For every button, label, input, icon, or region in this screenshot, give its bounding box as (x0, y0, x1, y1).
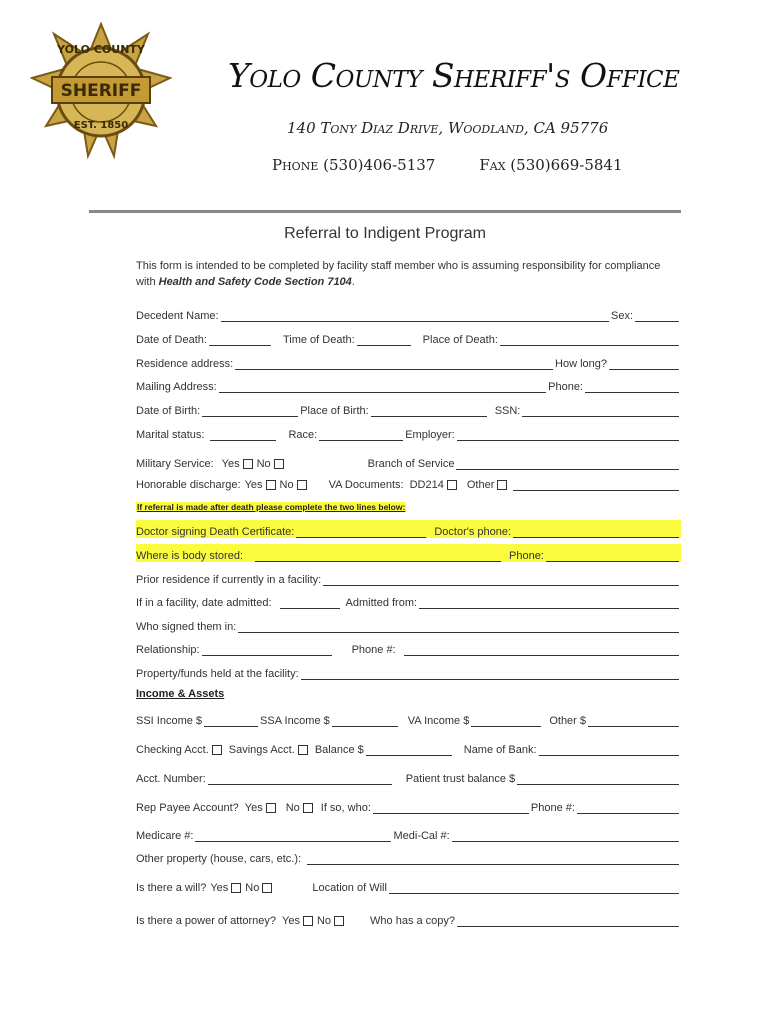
field-label: No (316, 915, 332, 927)
honorable-no-checkbox[interactable] (297, 480, 307, 490)
row-who-signed (136, 615, 681, 633)
field-label: Yes (282, 915, 300, 927)
badge-bottom-text: EST. 1850 (73, 120, 129, 131)
field-label: Decedent Name: (136, 310, 219, 322)
medical-field[interactable] (452, 829, 679, 842)
office-title: Yolo County Sheriff's Office (228, 56, 680, 95)
field-label: Place of Death: (422, 334, 498, 346)
field-label: Rep Payee Account? (136, 802, 239, 814)
acct-number-field[interactable] (208, 772, 392, 785)
row-marital (136, 423, 681, 441)
field-label: No (285, 802, 300, 814)
row-accounts (136, 738, 681, 756)
field-label: Date of Birth: (136, 405, 201, 417)
date-of-death-field[interactable] (209, 333, 271, 346)
row-will (136, 876, 681, 894)
field-label: Date of Death: (136, 334, 207, 346)
row-prior-residence (136, 568, 681, 586)
field-label: Relationship: (136, 644, 200, 656)
poa-no-checkbox[interactable] (334, 916, 344, 926)
phone-field[interactable] (585, 380, 679, 393)
relationship-field[interactable] (202, 643, 332, 656)
row-rep-payee (136, 796, 681, 814)
decedent-name-field[interactable] (221, 309, 609, 322)
ssi-income-field[interactable] (204, 714, 258, 727)
field-label: Yes (210, 882, 229, 894)
field-label: Balance $ (314, 744, 364, 756)
field-label: Doctor signing Death Certificate: (136, 526, 295, 538)
field-label: Medicare #: (136, 830, 194, 842)
office-address: 140 Tony Diaz Drive, Woodland, CA 95776 (287, 119, 609, 137)
row-military (136, 452, 681, 470)
contact-line (272, 156, 623, 174)
field-label: How long? (555, 358, 607, 370)
row-mailing (136, 375, 681, 393)
field-label: Phone: (548, 381, 583, 393)
sheriff-badge-logo (30, 22, 172, 160)
patient-trust-field[interactable] (517, 772, 679, 785)
row-birth (136, 399, 681, 417)
row-residence (136, 352, 681, 370)
field-label: Branch of Service (367, 458, 455, 470)
field-label: SSA Income $ (260, 715, 330, 727)
field-label: If in a facility, date admitted: (136, 597, 272, 609)
field-label: Savings Acct. (228, 744, 295, 756)
residence-address-field[interactable] (235, 357, 553, 370)
savings-checkbox[interactable] (298, 745, 308, 755)
row-poa (136, 909, 681, 927)
doctor-field[interactable] (296, 525, 426, 538)
row-honorable (136, 473, 681, 491)
marital-status-field[interactable] (210, 428, 276, 441)
field-label: SSN: (494, 405, 521, 417)
row-other-property (136, 847, 681, 865)
doctor-phone-field[interactable] (513, 525, 679, 538)
admitted-from-field[interactable] (419, 596, 679, 609)
dd214-checkbox[interactable] (447, 480, 457, 490)
va-other-checkbox[interactable] (497, 480, 507, 490)
field-label: Residence address: (136, 358, 234, 370)
sex-field[interactable] (635, 309, 679, 322)
other-property-field[interactable] (307, 852, 679, 865)
field-label: Race: (288, 429, 318, 441)
poa-yes-checkbox[interactable] (303, 916, 313, 926)
field-label: Other property (house, cars, etc.): (136, 853, 302, 865)
mailing-address-field[interactable] (219, 380, 546, 393)
prior-residence-field[interactable] (323, 573, 679, 586)
ssn-field[interactable] (522, 404, 679, 417)
field-label: Honorable discharge: (136, 479, 241, 491)
form-intro: This form is intended to be completed by facility staff member who is assuming responsibility for compliance with Health and Safety Code Section 7104. (136, 260, 661, 288)
row-income (136, 709, 681, 727)
field-label: Who signed them in: (136, 621, 237, 633)
rep-payee-yes-checkbox[interactable] (266, 803, 276, 813)
row-doctor (136, 520, 681, 538)
field-label: Yes (244, 802, 263, 814)
badge-top-text: YOLO COUNTY (57, 43, 145, 56)
field-label: Time of Death: (282, 334, 355, 346)
field-label: Other $ (549, 715, 587, 727)
field-label: Prior residence if currently in a facility: (136, 574, 322, 586)
field-label: Doctor's phone: (434, 526, 512, 538)
field-label: SSI Income $ (136, 715, 203, 727)
military-no-checkbox[interactable] (274, 459, 284, 469)
after-death-note: If referral is made after death please complete the two lines below: (137, 502, 406, 512)
place-of-birth-field[interactable] (371, 404, 487, 417)
field-label: Marital status: (136, 429, 205, 441)
field-label: Phone #: (530, 802, 575, 814)
race-field[interactable] (319, 428, 403, 441)
va-other-field[interactable] (513, 478, 679, 491)
field-label: Yes (244, 479, 263, 491)
row-relationship (136, 638, 681, 656)
field-label: VA Income $ (407, 715, 470, 727)
field-label: Name of Bank: (463, 744, 537, 756)
field-label: Is there a will? (136, 882, 207, 894)
income-assets-heading: Income & Assets (136, 688, 225, 700)
form-title: Referral to Indigent Program (284, 225, 486, 242)
row-medicare (136, 824, 681, 842)
time-of-death-field[interactable] (357, 333, 411, 346)
how-long-field[interactable] (609, 357, 679, 370)
row-death (136, 328, 681, 346)
field-label: Mailing Address: (136, 381, 217, 393)
office-fax: Fax (530)669-5841 (479, 156, 623, 174)
property-field[interactable] (301, 667, 679, 680)
employer-field[interactable] (457, 428, 679, 441)
field-label: No (256, 458, 271, 470)
military-yes-checkbox[interactable] (243, 459, 253, 469)
badge-center-text: SHERIFF (60, 81, 142, 101)
medicare-field[interactable] (195, 829, 391, 842)
field-label: Medi-Cal #: (393, 830, 450, 842)
who-signed-field[interactable] (238, 620, 679, 633)
rep-payee-phone-field[interactable] (577, 801, 679, 814)
code-reference: Health and Safety Code Section 7104 (158, 276, 352, 288)
checking-checkbox[interactable] (212, 745, 222, 755)
field-label: If so, who: (320, 802, 371, 814)
body-stored-phone-field[interactable] (546, 549, 679, 562)
rep-payee-no-checkbox[interactable] (303, 803, 313, 813)
other-income-field[interactable] (588, 714, 679, 727)
will-no-checkbox[interactable] (262, 883, 272, 893)
office-phone: Phone (530)406-5137 (272, 156, 436, 174)
ssa-income-field[interactable] (332, 714, 398, 727)
field-label: Place of Birth: (300, 405, 369, 417)
field-label: Acct. Number: (136, 773, 206, 785)
field-label: Phone: (509, 550, 544, 562)
field-label: Sex: (610, 310, 633, 322)
row-body-stored (136, 544, 681, 562)
branch-of-service-field[interactable] (456, 457, 679, 470)
date-admitted-field[interactable] (280, 596, 340, 609)
body-stored-field[interactable] (255, 549, 501, 562)
will-location-field[interactable] (389, 881, 679, 894)
field-label: Yes (221, 458, 240, 470)
poa-copy-field[interactable] (457, 914, 679, 927)
field-label: Checking Acct. (136, 744, 209, 756)
will-yes-checkbox[interactable] (231, 883, 241, 893)
balance-field[interactable] (366, 743, 452, 756)
header-divider (89, 210, 681, 213)
field-label: VA Documents: (328, 479, 404, 491)
rep-payee-who-field[interactable] (373, 801, 529, 814)
row-property (136, 662, 681, 680)
field-label: Is there a power of attorney? (136, 915, 277, 927)
field-label: Employer: (405, 429, 455, 441)
date-of-birth-field[interactable] (202, 404, 298, 417)
field-label: Admitted from: (345, 597, 418, 609)
field-label: Where is body stored: (136, 550, 243, 562)
row-decedent (136, 304, 681, 322)
field-label: Patient trust balance $ (405, 773, 516, 785)
row-acct-number (136, 767, 681, 785)
field-label: Other (466, 479, 495, 491)
field-label: Location of Will (312, 882, 387, 894)
field-label: Property/funds held at the facility: (136, 668, 299, 680)
place-of-death-field[interactable] (500, 333, 679, 346)
field-label: No (245, 882, 260, 894)
field-label: Phone #: (351, 644, 396, 656)
field-label: No (279, 479, 294, 491)
bank-name-field[interactable] (539, 743, 679, 756)
field-label: DD214 (409, 479, 444, 491)
va-income-field[interactable] (471, 714, 541, 727)
field-label: Who has a copy? (370, 915, 456, 927)
field-label: Military Service: (136, 458, 214, 470)
relationship-phone-field[interactable] (404, 643, 679, 656)
row-admitted (136, 591, 681, 609)
honorable-yes-checkbox[interactable] (266, 480, 276, 490)
